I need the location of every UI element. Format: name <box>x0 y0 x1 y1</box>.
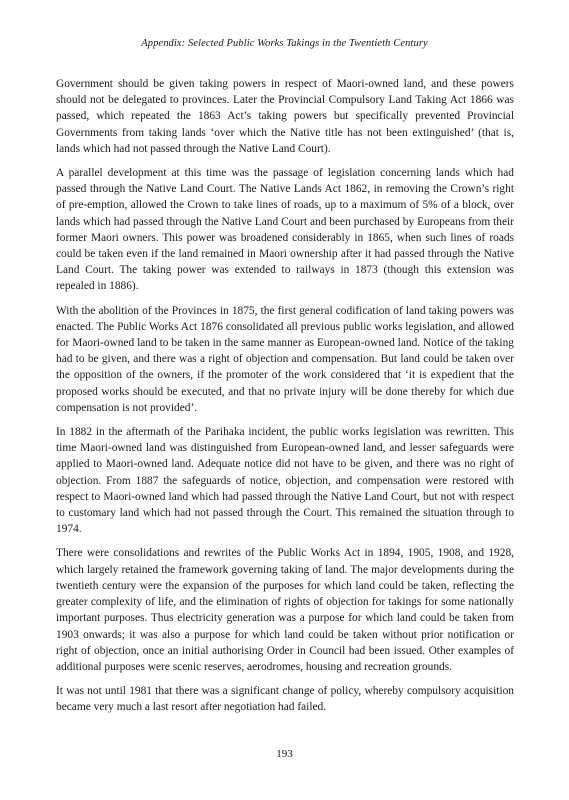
running-header: Appendix: Selected Public Works Takings in the Twentieth Century <box>141 38 428 49</box>
page-number: 193 <box>276 748 293 760</box>
paragraph-native-lands-act: A parallel development at this time was the passage of legislation concerning lands which had passed through the Native Land Court. The Native Lands Act 1862, in removing the Crown’s right of pre-emption, allowed the Crown to take lines of roads, up to a maximum of 5% of a block, over lands which had passed through the Native Land Court and been purchased by Europeans from their former Maori owners. This power was broadened considerably in 1865, when such lines of roads could be taken even if the land remained in Maori ownership after it had passed through the Native Land Court. The taking power was extended to railways in 1873 (though this extension was repealed in 1886). <box>56 167 514 293</box>
paragraph-public-works-act-1876: With the abolition of the Provinces in 1875, the first general codification of land taking powers was enacted. The Public Works Act 1876 consolidated all previous public works legislation, and allowed for Maori-owned land to be taken in the same manner as European-owned land. Notice of the taking had to be given, and there was a right of objection and compensation. But land could be taken over the opposition of the owners, if the promoter of the work considered that ‘it is expedient that the proposed works should be executed, and that no private injury will be done thereby for which due compensation is not provided’. <box>56 304 514 414</box>
body-text <box>56 76 514 724</box>
paragraph-policy-change-1981: It was not until 1981 that there was a significant change of policy, whereby compulsory acquisition became very much a last resort after negotiation had failed. <box>56 685 514 714</box>
paragraph-provincial-taking: Government should be given taking powers in respect of Maori-owned land, and these powers should not be delegated to provinces. Later the Provincial Compulsory Land Taking Act 1866 was passed, which repeated the 1863 Act’s taking powers but specifically prevented Provincial Governments from taking lands ‘over which the Native title has not been extinguished’ (that is, lands which had not passed through the Native Land Court). <box>56 78 514 155</box>
paragraph-consolidations: There were consolidations and rewrites of the Public Works Act in 1894, 1905, 1908, and 1928, which largely retained the framework governing taking of land. The major developments during the twentieth century were the expansion of the purposes for which land could be taken, reflecting the greater complexity of life, and the elimination of rights of objection for takings for some nationally important purposes. Thus electricity generation was a purpose for which land could be taken from 1903 onwards; it was also a purpose for which land could be taken without prior notification or right of objection, once an initial authorising Order in Council had been issued. Other examples of additional purposes were scenic reserves, aerodromes, housing and recreation grounds. <box>56 547 514 673</box>
paragraph-parihaka-1882: In 1882 in the aftermath of the Parihaka incident, the public works legislation was rewritten. This time Maori-owned land was distinguished from European-owned land, and lesser safeguards were applied to Maori-owned land. Adequate notice did not have to be given, and there was no right of objection. From 1887 the safeguards of notice, objection, and compensation were restored with respect to Maori-owned land which had passed through the Native Land Court, but not with respect to customary land which had not passed through the Court. This remained the situation through to 1974. <box>56 426 514 536</box>
